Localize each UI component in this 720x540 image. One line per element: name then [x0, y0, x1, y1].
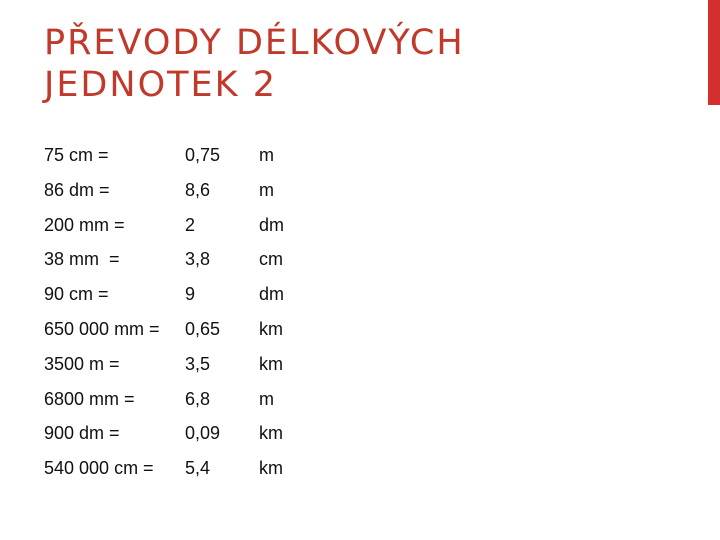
title-line-1: PŘEVODY DÉLKOVÝCH — [44, 23, 465, 63]
conversion-row — [44, 347, 664, 382]
conversion-value: 5,4 — [185, 458, 211, 479]
conversion-expression: 86 dm = — [44, 179, 110, 200]
conversion-row — [44, 138, 664, 173]
conversion-value: 0,09 — [185, 423, 221, 444]
conversion-row — [44, 277, 664, 312]
conversion-row — [44, 416, 664, 451]
conversion-expression: 900 dm = — [44, 423, 120, 444]
conversion-value: 9 — [185, 284, 196, 305]
conversion-expression: 6800 mm = — [44, 388, 135, 409]
conversion-unit: km — [259, 318, 283, 339]
conversion-list — [44, 138, 664, 486]
conversion-value: 0,75 — [185, 145, 221, 165]
conversion-expression: 90 cm = — [44, 284, 109, 305]
conversion-value: 3,8 — [185, 249, 211, 270]
conversion-row — [44, 173, 664, 208]
conversion-expression: 540 000 cm = — [44, 458, 154, 479]
conversion-expression: 3500 m = — [44, 353, 120, 374]
conversion-row — [44, 382, 664, 417]
conversion-value: 2 — [185, 214, 196, 235]
conversion-value: 0,65 — [185, 318, 221, 339]
conversion-unit: dm — [259, 284, 285, 305]
slide-title — [44, 22, 684, 106]
conversion-expression: 200 mm = — [44, 214, 125, 235]
conversion-value: 6,8 — [185, 388, 211, 409]
conversion-unit: km — [259, 353, 283, 374]
conversion-expression: 75 cm = — [44, 145, 109, 165]
title-line-2: JEDNOTEK 2 — [44, 65, 277, 105]
conversion-value: 3,5 — [185, 353, 211, 374]
conversion-expression: 38 mm = — [44, 249, 120, 270]
conversion-unit: cm — [259, 249, 283, 270]
conversion-expression: 650 000 mm = — [44, 318, 160, 339]
conversion-row — [44, 312, 664, 347]
conversion-row — [44, 208, 664, 243]
conversion-unit: m — [259, 145, 274, 165]
conversion-unit: km — [259, 458, 283, 479]
conversion-unit: m — [259, 179, 274, 200]
conversion-unit: km — [259, 423, 283, 444]
conversion-row — [44, 451, 664, 486]
conversion-row — [44, 242, 664, 277]
conversion-unit: m — [259, 388, 274, 409]
accent-bar — [708, 0, 720, 105]
conversion-unit: dm — [259, 214, 285, 235]
conversion-value: 8,6 — [185, 179, 211, 200]
